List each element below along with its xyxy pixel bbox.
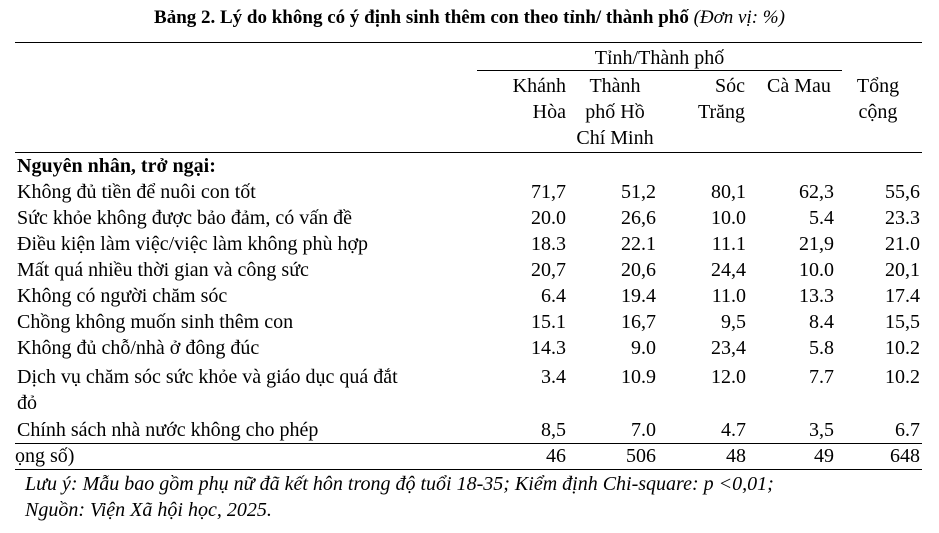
column-header-line: Trăng bbox=[697, 101, 745, 123]
column-header-line: Cà Mau bbox=[767, 75, 831, 97]
group-header: Tỉnh/Thành phố bbox=[594, 47, 725, 69]
value-khanh-hoa: 6.4 bbox=[541, 285, 566, 307]
column-header-line: phố Hồ bbox=[585, 101, 645, 123]
row-label: Không đủ chỗ/nhà ở đông đúc bbox=[17, 337, 260, 359]
value-khanh-hoa: 20.0 bbox=[531, 207, 566, 229]
value-soc-trang: 11.0 bbox=[711, 285, 746, 307]
row-label-continued: đỏ bbox=[17, 392, 37, 414]
table-source: Nguồn: Viện Xã hội học, 2025. bbox=[25, 499, 272, 521]
value-soc-trang: 12.0 bbox=[711, 366, 746, 388]
section-label: Nguyên nhân, trở ngại: bbox=[17, 155, 216, 177]
table-unit: (Đơn vị: %) bbox=[693, 7, 785, 28]
value-soc-trang: 10.0 bbox=[711, 207, 746, 229]
value-ca-mau: 3,5 bbox=[809, 419, 834, 441]
total-label: ọng số) bbox=[15, 445, 75, 467]
value-ca-mau: 5.4 bbox=[809, 207, 834, 229]
column-header-line: Thành bbox=[589, 75, 641, 97]
column-header-line: Khánh bbox=[512, 75, 566, 97]
value-soc-trang: 24,4 bbox=[711, 259, 746, 281]
table-title: Bảng 2. Lý do không có ý định sinh thêm con theo tỉnh/ thành phố bbox=[154, 7, 689, 28]
value-khanh-hoa: 18.3 bbox=[531, 233, 566, 255]
value-tong-cong: 15,5 bbox=[885, 311, 920, 333]
row-label: Điều kiện làm việc/việc làm không phù hợp bbox=[17, 233, 369, 255]
value-soc-trang: 23,4 bbox=[711, 337, 746, 359]
value-tong-cong: 23.3 bbox=[885, 207, 920, 229]
value-tp-hcm: 26,6 bbox=[621, 207, 656, 229]
value-soc-trang: 4.7 bbox=[721, 419, 746, 441]
value-ca-mau: 13.3 bbox=[799, 285, 834, 307]
value-khanh-hoa: 15.1 bbox=[531, 311, 566, 333]
row-label: Dịch vụ chăm sóc sức khỏe và giáo dục quá đắt bbox=[17, 366, 398, 388]
value-tong-cong: 10.2 bbox=[885, 366, 920, 388]
value-ca-mau: 7.7 bbox=[809, 366, 834, 388]
value-tong-cong: 17.4 bbox=[885, 285, 920, 307]
total-soc-trang: 48 bbox=[726, 445, 746, 467]
value-tong-cong: 55,6 bbox=[885, 181, 920, 203]
row-label: Không có người chăm sóc bbox=[17, 285, 228, 307]
value-khanh-hoa: 20,7 bbox=[531, 259, 566, 281]
value-tp-hcm: 9.0 bbox=[631, 337, 656, 359]
value-tp-hcm: 20,6 bbox=[621, 259, 656, 281]
value-soc-trang: 80,1 bbox=[711, 181, 746, 203]
value-ca-mau: 21,9 bbox=[799, 233, 834, 255]
row-label: Không đủ tiền để nuôi con tốt bbox=[17, 181, 256, 203]
value-khanh-hoa: 14.3 bbox=[531, 337, 566, 359]
value-khanh-hoa: 3.4 bbox=[541, 366, 566, 388]
total-ca-mau: 49 bbox=[814, 445, 834, 467]
column-header-line: Tổng bbox=[856, 75, 900, 97]
value-tp-hcm: 19.4 bbox=[621, 285, 656, 307]
total-tp-hcm: 506 bbox=[626, 445, 656, 467]
value-tong-cong: 20,1 bbox=[885, 259, 920, 281]
value-ca-mau: 62,3 bbox=[799, 181, 834, 203]
column-header-line: Hòa bbox=[532, 101, 566, 123]
row-label: Chính sách nhà nước không cho phép bbox=[17, 419, 319, 441]
value-tp-hcm: 51,2 bbox=[621, 181, 656, 203]
value-tp-hcm: 22.1 bbox=[621, 233, 656, 255]
table-caption bbox=[0, 6, 939, 30]
row-label: Chồng không muốn sinh thêm con bbox=[17, 311, 294, 333]
column-header-line: cộng bbox=[858, 101, 898, 123]
row-label: Sức khỏe không được bảo đảm, có vấn đề bbox=[17, 207, 352, 229]
value-ca-mau: 8.4 bbox=[809, 311, 834, 333]
value-soc-trang: 11.1 bbox=[711, 233, 746, 255]
value-khanh-hoa: 8,5 bbox=[541, 419, 566, 441]
total-khanh-hoa: 46 bbox=[546, 445, 566, 467]
total-tong-cong: 648 bbox=[890, 445, 920, 467]
value-tong-cong: 21.0 bbox=[885, 233, 920, 255]
value-tong-cong: 6.7 bbox=[895, 419, 920, 441]
value-khanh-hoa: 71,7 bbox=[531, 181, 566, 203]
top-rule bbox=[15, 42, 922, 43]
value-tp-hcm: 7.0 bbox=[631, 419, 656, 441]
row-label: Mất quá nhiều thời gian và công sức bbox=[17, 259, 309, 281]
bottom-rule bbox=[15, 469, 922, 470]
value-tp-hcm: 10.9 bbox=[621, 366, 656, 388]
value-ca-mau: 5.8 bbox=[809, 337, 834, 359]
table-note: Lưu ý: Mẫu bao gồm phụ nữ đã kết hôn trong độ tuổi 18-35; Kiểm định Chi-square: p <0,01; bbox=[25, 473, 774, 495]
column-header-line: Sóc bbox=[715, 75, 745, 97]
value-tong-cong: 10.2 bbox=[885, 337, 920, 359]
value-tp-hcm: 16,7 bbox=[621, 311, 656, 333]
value-soc-trang: 9,5 bbox=[721, 311, 746, 333]
value-ca-mau: 10.0 bbox=[799, 259, 834, 281]
column-header-line: Chí Minh bbox=[576, 127, 654, 149]
